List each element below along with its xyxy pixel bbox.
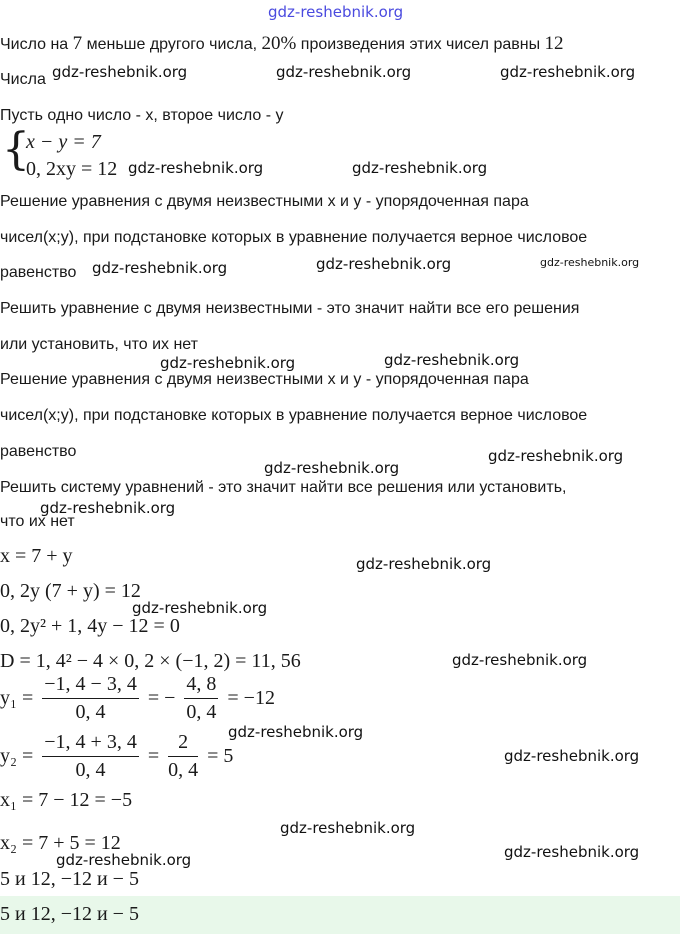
problem-text-c: произведения этих чисел равны [296, 36, 545, 53]
root-y2-denominator-2: 0, 4 [168, 759, 199, 781]
watermark: gdz-reshebnik.org [228, 723, 364, 741]
watermark: gdz-reshebnik.org [352, 159, 488, 177]
root-y2-denominator: 0, 4 [75, 759, 106, 781]
watermark: gdz-reshebnik.org [452, 651, 588, 669]
watermark: gdz-reshebnik.org [128, 159, 264, 177]
root-y1-numerator: −1, 4 − 3, 4 [42, 673, 139, 699]
watermark: gdz-reshebnik.org [356, 555, 492, 573]
watermark: gdz-reshebnik.org [500, 63, 636, 81]
equation-discriminant: D = 1, 4² − 4 × 0, 2 × (−1, 2) = 11, 56 [0, 650, 301, 672]
problem-text-b: меньше другого числа, [82, 36, 262, 53]
watermark: gdz-reshebnik.org [276, 63, 412, 81]
watermark: gdz-reshebnik.org [280, 819, 416, 837]
definition-1-line-2: чисел(х;у), при подстановке которых в уравнение получается верное числовое [0, 229, 588, 246]
root-y1-mid: = − [147, 687, 176, 709]
watermark: gdz-reshebnik.org [384, 351, 520, 369]
system-eq-1: x − y = 7 [26, 131, 101, 153]
root-y1-denominator-2: 0, 4 [186, 701, 217, 723]
root-y1 [0, 673, 275, 724]
solution-pairs: 5 и 12, −12 и − 5 [0, 868, 139, 890]
root-y2-result: = 5 [207, 745, 234, 767]
problem-line-2: Числа [0, 71, 46, 88]
problem-statement [0, 33, 564, 55]
problem-number-12: 12 [544, 33, 564, 54]
root-y1-lhs: y₁ = [0, 687, 34, 709]
watermark: gdz-reshebnik.org [132, 599, 268, 617]
definition-3-line-2: чисел(х;у), при подстановке которых в уравнение получается верное числовое [0, 407, 588, 424]
watermark: gdz-reshebnik.org [504, 843, 640, 861]
let-statement: Пусть одно число - х, второе число - у [0, 107, 284, 124]
definition-1-line-3: равенство [0, 264, 77, 281]
watermark: gdz-reshebnik.org [52, 63, 188, 81]
root-y2-fraction-2 [168, 731, 198, 782]
system-brace: { [2, 124, 30, 175]
watermark: gdz-reshebnik.org [316, 255, 452, 273]
watermark: gdz-reshebnik.org [504, 747, 640, 765]
watermark-top: gdz-reshebnik.org [268, 3, 404, 21]
watermark: gdz-reshebnik.org [488, 447, 624, 465]
root-x1: x₁ = 7 − 12 = −5 [0, 789, 133, 811]
problem-number-7: 7 [72, 33, 83, 54]
root-y1-fraction [42, 673, 139, 724]
root-y1-denominator: 0, 4 [75, 701, 106, 723]
definition-2-line-2: или установить, что их нет [0, 336, 198, 353]
definition-4-line-2: что их нет [0, 513, 75, 530]
watermark: gdz-reshebnik.org [92, 259, 228, 277]
equation-x-substitution: x = 7 + y [0, 545, 73, 567]
root-x2: x₂ = 7 + 5 = 12 [0, 832, 121, 854]
problem-text-a: Число на [0, 36, 73, 53]
root-y2-mid: = [147, 745, 160, 767]
definition-3-line-3: равенство [0, 443, 77, 460]
problem-percent: 20% [261, 33, 297, 54]
root-y2-numerator: −1, 4 + 3, 4 [42, 731, 139, 757]
root-y1-numerator-2: 4, 8 [184, 673, 218, 699]
watermark: gdz-reshebnik.org [56, 851, 192, 869]
root-y2-numerator-2: 2 [168, 731, 198, 757]
answer-text: 5 и 12, −12 и − 5 [0, 903, 139, 925]
root-y2-fraction [42, 731, 139, 782]
definition-2-line-1: Решить уравнение с двумя неизвестными - это значит найти все его решения [0, 300, 580, 317]
equation-quadratic: 0, 2y² + 1, 4y − 12 = 0 [0, 615, 180, 637]
root-y1-result: = −12 [227, 687, 275, 709]
watermark: gdz-reshebnik.org [264, 459, 400, 477]
definition-4-line-1: Решить систему уравнений - это значит найти все решения или установить, [0, 479, 567, 496]
watermark-small: gdz-reshebnik.org [540, 256, 640, 269]
system-eq-2: 0, 2xy = 12 [26, 158, 118, 180]
watermark: gdz-reshebnik.org [160, 354, 296, 372]
equation-substituted: 0, 2y (7 + y) = 12 [0, 580, 141, 602]
definition-1-line-1: Решение уравнения с двумя неизвестными х и у - упорядоченная пара [0, 193, 529, 210]
watermark: gdz-reshebnik.org [40, 499, 176, 517]
root-y2-lhs: y₂ = [0, 745, 34, 767]
root-y1-fraction-2 [184, 673, 218, 724]
root-y2 [0, 731, 233, 782]
definition-3-line-1: Решение уравнения с двумя неизвестными х и у - упорядоченная пара [0, 371, 529, 388]
